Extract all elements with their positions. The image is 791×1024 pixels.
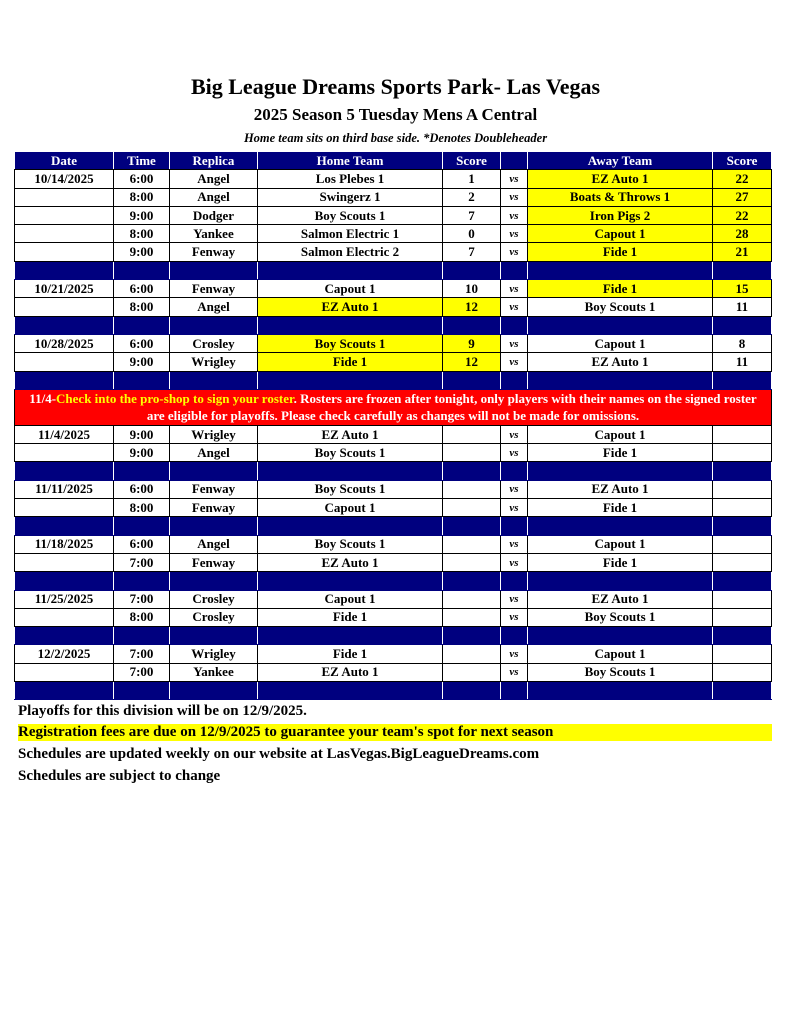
away-team-cell: EZ Auto 1 xyxy=(528,480,713,498)
vs-cell: vs xyxy=(501,243,528,261)
separator-cell xyxy=(713,682,772,700)
field-cell: Angel xyxy=(170,188,258,206)
field-cell: Fenway xyxy=(170,280,258,298)
time-cell: 8:00 xyxy=(114,298,170,316)
separator-cell xyxy=(501,316,528,334)
home-score-cell xyxy=(443,480,501,498)
date-cell: 12/2/2025 xyxy=(15,645,114,663)
table-row xyxy=(15,188,772,206)
date-cell xyxy=(15,206,114,224)
separator-cell xyxy=(713,261,772,279)
time-cell: 9:00 xyxy=(114,206,170,224)
field-cell: Angel xyxy=(170,170,258,188)
week-separator xyxy=(15,371,772,389)
table-row xyxy=(15,334,772,352)
week-separator xyxy=(15,572,772,590)
time-cell: 9:00 xyxy=(114,353,170,371)
separator-cell xyxy=(443,682,501,700)
separator-cell xyxy=(501,371,528,389)
separator-cell xyxy=(258,371,443,389)
field-cell: Fenway xyxy=(170,553,258,571)
date-cell xyxy=(15,188,114,206)
field-cell: Crosley xyxy=(170,334,258,352)
home-team-cell: Swingerz 1 xyxy=(258,188,443,206)
separator-cell xyxy=(501,517,528,535)
table-row xyxy=(15,499,772,517)
vs-cell: vs xyxy=(501,298,528,316)
week-separator xyxy=(15,682,772,700)
playoffs-note: Playoffs for this division will be on 12/9/2025. xyxy=(18,703,307,719)
separator-cell xyxy=(114,261,170,279)
page-title: Big League Dreams Sports Park- Las Vegas xyxy=(190,74,601,99)
home-score-cell xyxy=(443,425,501,443)
separator-cell xyxy=(15,517,114,535)
table-row xyxy=(15,590,772,608)
away-score-cell xyxy=(713,553,772,571)
vs-cell: vs xyxy=(501,206,528,224)
date-cell xyxy=(15,499,114,517)
away-score-cell xyxy=(713,425,772,443)
separator-cell xyxy=(114,371,170,389)
home-score-cell xyxy=(443,663,501,681)
registration-note: Registration fees are due on 12/9/2025 to guarantee your team's spot for next season xyxy=(18,724,772,741)
home-team-cell: EZ Auto 1 xyxy=(258,298,443,316)
away-team-cell: Fide 1 xyxy=(528,444,713,462)
away-team-cell: Fide 1 xyxy=(528,243,713,261)
away-team-cell: Capout 1 xyxy=(528,225,713,243)
separator-cell xyxy=(528,316,713,334)
separator-cell xyxy=(443,627,501,645)
column-header: Home Team xyxy=(258,152,443,170)
separator-cell xyxy=(15,316,114,334)
separator-cell xyxy=(258,462,443,480)
home-team-cell: Fide 1 xyxy=(258,645,443,663)
away-score-cell: 11 xyxy=(713,298,772,316)
home-score-cell: 12 xyxy=(443,298,501,316)
vs-cell: vs xyxy=(501,645,528,663)
separator-cell xyxy=(258,572,443,590)
vs-cell: vs xyxy=(501,444,528,462)
separator-cell xyxy=(443,462,501,480)
field-cell: Wrigley xyxy=(170,645,258,663)
home-team-cell: EZ Auto 1 xyxy=(258,663,443,681)
home-score-cell: 0 xyxy=(443,225,501,243)
separator-cell xyxy=(114,316,170,334)
vs-cell: vs xyxy=(501,188,528,206)
schedule-table xyxy=(14,151,772,700)
separator-cell xyxy=(443,261,501,279)
table-row xyxy=(15,553,772,571)
table-row xyxy=(15,206,772,224)
separator-cell xyxy=(443,371,501,389)
separator-cell xyxy=(170,517,258,535)
away-score-cell: 15 xyxy=(713,280,772,298)
home-team-cell: Boy Scouts 1 xyxy=(258,444,443,462)
away-team-cell: Capout 1 xyxy=(528,334,713,352)
date-cell: 11/11/2025 xyxy=(15,480,114,498)
table-row xyxy=(15,170,772,188)
banner-rest: . Rosters are frozen after tonight, only players with their names on the signed roster are eligible for playoffs. Please check carefully as changes will not be made for omissions. xyxy=(146,391,757,424)
time-cell: 8:00 xyxy=(114,608,170,626)
table-header xyxy=(15,152,772,170)
time-cell: 7:00 xyxy=(114,663,170,681)
separator-cell xyxy=(713,371,772,389)
date-cell xyxy=(15,553,114,571)
schedule-note: Home team sits on third base side. *Denotes Doubleheader xyxy=(243,131,548,145)
home-score-cell xyxy=(443,608,501,626)
date-cell xyxy=(15,444,114,462)
banner-text xyxy=(15,389,772,425)
time-cell: 8:00 xyxy=(114,499,170,517)
separator-cell xyxy=(170,627,258,645)
home-team-cell: Boy Scouts 1 xyxy=(258,206,443,224)
vs-cell: vs xyxy=(501,480,528,498)
time-cell: 6:00 xyxy=(114,280,170,298)
away-team-cell: EZ Auto 1 xyxy=(528,353,713,371)
banner-prefix: 11/4- xyxy=(29,391,57,407)
separator-cell xyxy=(258,517,443,535)
home-team-cell: Fide 1 xyxy=(258,608,443,626)
separator-cell xyxy=(114,682,170,700)
date-cell: 10/28/2025 xyxy=(15,334,114,352)
table-row xyxy=(15,353,772,371)
away-score-cell: 21 xyxy=(713,243,772,261)
date-cell: 11/25/2025 xyxy=(15,590,114,608)
time-cell: 7:00 xyxy=(114,645,170,663)
time-cell: 8:00 xyxy=(114,225,170,243)
separator-cell xyxy=(713,316,772,334)
separator-cell xyxy=(15,462,114,480)
away-team-cell: Capout 1 xyxy=(528,425,713,443)
time-cell: 6:00 xyxy=(114,480,170,498)
home-team-cell: EZ Auto 1 xyxy=(258,553,443,571)
home-team-cell: Los Plebes 1 xyxy=(258,170,443,188)
separator-cell xyxy=(114,627,170,645)
field-cell: Angel xyxy=(170,444,258,462)
field-cell: Angel xyxy=(170,298,258,316)
table-row xyxy=(15,535,772,553)
column-header xyxy=(501,152,528,170)
table-row xyxy=(15,280,772,298)
field-cell: Fenway xyxy=(170,480,258,498)
table-row xyxy=(15,444,772,462)
away-team-cell: Capout 1 xyxy=(528,645,713,663)
away-team-cell: EZ Auto 1 xyxy=(528,170,713,188)
time-cell: 6:00 xyxy=(114,170,170,188)
vs-cell: vs xyxy=(501,280,528,298)
time-cell: 7:00 xyxy=(114,590,170,608)
separator-cell xyxy=(170,316,258,334)
separator-cell xyxy=(114,462,170,480)
table-row xyxy=(15,663,772,681)
away-team-cell: Boy Scouts 1 xyxy=(528,298,713,316)
date-cell xyxy=(15,225,114,243)
separator-cell xyxy=(170,462,258,480)
home-score-cell xyxy=(443,553,501,571)
column-header: Replica xyxy=(170,152,258,170)
separator-cell xyxy=(443,316,501,334)
separator-cell xyxy=(114,572,170,590)
table-row xyxy=(15,645,772,663)
separator-cell xyxy=(713,517,772,535)
column-header: Away Team xyxy=(528,152,713,170)
vs-cell: vs xyxy=(501,225,528,243)
time-cell: 6:00 xyxy=(114,535,170,553)
time-cell: 8:00 xyxy=(114,188,170,206)
table-row xyxy=(15,425,772,443)
field-cell: Angel xyxy=(170,535,258,553)
away-score-cell: 22 xyxy=(713,170,772,188)
home-team-cell: Capout 1 xyxy=(258,590,443,608)
separator-cell xyxy=(15,371,114,389)
column-header: Score xyxy=(443,152,501,170)
home-score-cell xyxy=(443,645,501,663)
vs-cell: vs xyxy=(501,425,528,443)
away-score-cell: 27 xyxy=(713,188,772,206)
home-score-cell: 12 xyxy=(443,353,501,371)
home-score-cell xyxy=(443,444,501,462)
away-score-cell xyxy=(713,663,772,681)
separator-cell xyxy=(501,682,528,700)
date-cell xyxy=(15,353,114,371)
week-separator xyxy=(15,261,772,279)
away-score-cell xyxy=(713,480,772,498)
home-team-cell: Boy Scouts 1 xyxy=(258,535,443,553)
away-score-cell xyxy=(713,645,772,663)
field-cell: Crosley xyxy=(170,590,258,608)
field-cell: Wrigley xyxy=(170,353,258,371)
separator-cell xyxy=(15,572,114,590)
separator-cell xyxy=(258,682,443,700)
away-team-cell: Fide 1 xyxy=(528,499,713,517)
away-team-cell: EZ Auto 1 xyxy=(528,590,713,608)
separator-cell xyxy=(528,371,713,389)
separator-cell xyxy=(528,462,713,480)
date-cell: 11/4/2025 xyxy=(15,425,114,443)
separator-cell xyxy=(528,572,713,590)
vs-cell: vs xyxy=(501,170,528,188)
home-score-cell xyxy=(443,535,501,553)
date-cell: 10/21/2025 xyxy=(15,280,114,298)
time-cell: 6:00 xyxy=(114,334,170,352)
separator-cell xyxy=(443,572,501,590)
page-subtitle: 2025 Season 5 Tuesday Mens A Central xyxy=(253,105,538,124)
date-cell: 10/14/2025 xyxy=(15,170,114,188)
week-separator xyxy=(15,627,772,645)
time-cell: 9:00 xyxy=(114,444,170,462)
date-cell xyxy=(15,663,114,681)
separator-cell xyxy=(501,627,528,645)
date-cell: 11/18/2025 xyxy=(15,535,114,553)
away-score-cell: 22 xyxy=(713,206,772,224)
field-cell: Fenway xyxy=(170,499,258,517)
away-team-cell: Capout 1 xyxy=(528,535,713,553)
vs-cell: vs xyxy=(501,608,528,626)
home-team-cell: Boy Scouts 1 xyxy=(258,480,443,498)
separator-cell xyxy=(170,682,258,700)
time-cell: 9:00 xyxy=(114,425,170,443)
separator-cell xyxy=(528,261,713,279)
away-team-cell: Boy Scouts 1 xyxy=(528,663,713,681)
vs-cell: vs xyxy=(501,499,528,517)
week-separator xyxy=(15,517,772,535)
away-score-cell xyxy=(713,499,772,517)
home-team-cell: Capout 1 xyxy=(258,499,443,517)
home-team-cell: EZ Auto 1 xyxy=(258,425,443,443)
away-score-cell xyxy=(713,444,772,462)
separator-cell xyxy=(528,682,713,700)
away-score-cell xyxy=(713,590,772,608)
column-header: Date xyxy=(15,152,114,170)
home-score-cell xyxy=(443,499,501,517)
field-cell: Fenway xyxy=(170,243,258,261)
home-team-cell: Capout 1 xyxy=(258,280,443,298)
home-score-cell: 9 xyxy=(443,334,501,352)
separator-cell xyxy=(713,572,772,590)
field-cell: Dodger xyxy=(170,206,258,224)
separator-cell xyxy=(501,462,528,480)
field-cell: Wrigley xyxy=(170,425,258,443)
home-score-cell xyxy=(443,590,501,608)
separator-cell xyxy=(170,261,258,279)
week-separator xyxy=(15,316,772,334)
away-score-cell: 11 xyxy=(713,353,772,371)
separator-cell xyxy=(258,261,443,279)
separator-cell xyxy=(713,462,772,480)
change-note: Schedules are subject to change xyxy=(18,768,221,784)
away-score-cell xyxy=(713,608,772,626)
separator-cell xyxy=(258,627,443,645)
date-cell xyxy=(15,243,114,261)
home-team-cell: Salmon Electric 1 xyxy=(258,225,443,243)
vs-cell: vs xyxy=(501,353,528,371)
home-score-cell: 10 xyxy=(443,280,501,298)
away-team-cell: Iron Pigs 2 xyxy=(528,206,713,224)
separator-cell xyxy=(528,627,713,645)
away-team-cell: Boats & Throws 1 xyxy=(528,188,713,206)
separator-cell xyxy=(15,627,114,645)
roster-banner xyxy=(15,389,772,425)
table-row xyxy=(15,225,772,243)
separator-cell xyxy=(443,517,501,535)
home-team-cell: Fide 1 xyxy=(258,353,443,371)
vs-cell: vs xyxy=(501,535,528,553)
away-score-cell: 28 xyxy=(713,225,772,243)
website-note: Schedules are updated weekly on our website at LasVegas.BigLeagueDreams.com xyxy=(18,746,540,762)
separator-cell xyxy=(501,261,528,279)
vs-cell: vs xyxy=(501,334,528,352)
away-score-cell xyxy=(713,535,772,553)
away-score-cell: 8 xyxy=(713,334,772,352)
away-team-cell: Boy Scouts 1 xyxy=(528,608,713,626)
separator-cell xyxy=(258,316,443,334)
table-row xyxy=(15,298,772,316)
separator-cell xyxy=(170,371,258,389)
vs-cell: vs xyxy=(501,553,528,571)
separator-cell xyxy=(713,627,772,645)
date-cell xyxy=(15,608,114,626)
home-team-cell: Salmon Electric 2 xyxy=(258,243,443,261)
separator-cell xyxy=(501,572,528,590)
separator-cell xyxy=(114,517,170,535)
banner-highlight: Check into the pro-shop to sign your roster xyxy=(56,391,294,407)
separator-cell xyxy=(15,261,114,279)
table-row xyxy=(15,480,772,498)
column-header: Score xyxy=(713,152,772,170)
time-cell: 7:00 xyxy=(114,553,170,571)
separator-cell xyxy=(528,517,713,535)
home-score-cell: 1 xyxy=(443,170,501,188)
separator-cell xyxy=(170,572,258,590)
time-cell: 9:00 xyxy=(114,243,170,261)
away-team-cell: Fide 1 xyxy=(528,553,713,571)
table-row xyxy=(15,608,772,626)
away-team-cell: Fide 1 xyxy=(528,280,713,298)
week-separator xyxy=(15,462,772,480)
vs-cell: vs xyxy=(501,590,528,608)
separator-cell xyxy=(15,682,114,700)
field-cell: Crosley xyxy=(170,608,258,626)
home-score-cell: 2 xyxy=(443,188,501,206)
home-score-cell: 7 xyxy=(443,243,501,261)
vs-cell: vs xyxy=(501,663,528,681)
field-cell: Yankee xyxy=(170,225,258,243)
table-row xyxy=(15,243,772,261)
date-cell xyxy=(15,298,114,316)
column-header: Time xyxy=(114,152,170,170)
home-score-cell: 7 xyxy=(443,206,501,224)
field-cell: Yankee xyxy=(170,663,258,681)
home-team-cell: Boy Scouts 1 xyxy=(258,334,443,352)
